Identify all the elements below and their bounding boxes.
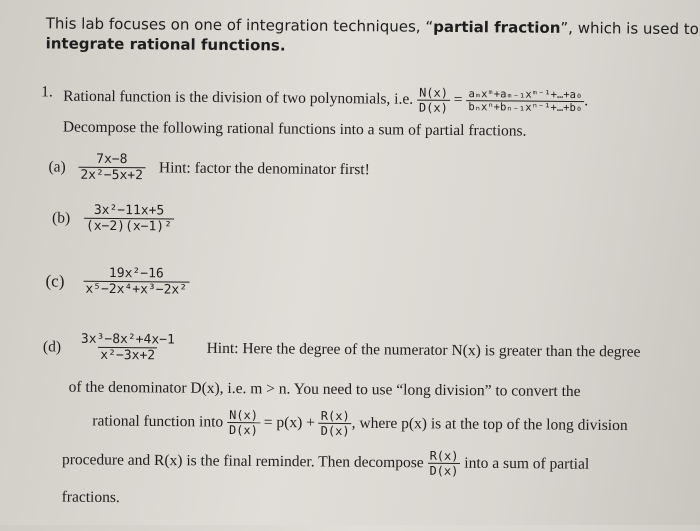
part-c-fraction bbox=[83, 267, 189, 297]
part-label: (a) bbox=[48, 158, 66, 176]
fraction-numerator: R(x) bbox=[429, 448, 459, 464]
item-1-text bbox=[63, 84, 588, 116]
intro-line-2: integrate rational functions. bbox=[45, 34, 286, 55]
part-d-hint: Hint: Here the degree of the numerator N(x) is greater than the degree bbox=[206, 339, 641, 361]
text: rational function into bbox=[92, 412, 224, 431]
text: into a sum of partial bbox=[464, 454, 590, 473]
item-number: 1. bbox=[41, 83, 53, 101]
part-d-line-4 bbox=[62, 447, 589, 479]
part-d-line-3 bbox=[92, 408, 628, 440]
part-d-denominator: x²−3x+2 bbox=[98, 347, 157, 363]
text: procedure and R(x) is the final reminder. Then decompose bbox=[61, 451, 424, 472]
nx-over-dx-fraction bbox=[227, 409, 260, 436]
part-a-numerator: 7x−8 bbox=[96, 151, 128, 168]
period: . bbox=[584, 92, 589, 110]
part-a-denominator: 2x²−5x+2 bbox=[78, 166, 145, 182]
text: = p(x) + bbox=[263, 413, 315, 432]
part-label: (c) bbox=[45, 271, 65, 291]
part-c-numerator: 19x²−16 bbox=[108, 265, 164, 282]
intro-text-suffix: ”, which is used to bbox=[560, 18, 699, 39]
general-numerator: aₘxᵐ+aₘ₋₁xᵐ⁻¹+…+a₀ bbox=[468, 87, 583, 101]
part-d-line-2: of the denominator D(x), i.e. m > n. You need to use “long division” to convert the bbox=[68, 378, 581, 401]
part-b-denominator: (x−2)(x−1)² bbox=[84, 217, 174, 233]
part-d bbox=[43, 332, 641, 366]
part-a-fraction bbox=[78, 153, 145, 183]
general-denominator: bₙxⁿ+bₙ₋₁xⁿ⁻¹+…+b₀ bbox=[466, 100, 584, 114]
text: , where p(x) is at the top of the long division bbox=[351, 414, 628, 435]
fraction-numerator: N(x) bbox=[229, 408, 259, 423]
fraction-numerator: N(x) bbox=[419, 85, 449, 100]
fraction-denominator: D(x) bbox=[227, 422, 260, 437]
part-c bbox=[45, 266, 189, 297]
intro-text: This lab focuses on one of integration techniques, “ bbox=[45, 14, 434, 36]
intro-bold-term: partial fraction bbox=[433, 17, 561, 37]
rx-over-dx-fraction bbox=[427, 450, 460, 477]
equals-sign: = bbox=[453, 91, 463, 109]
part-b-numerator: 3x²−11x+5 bbox=[93, 202, 165, 219]
part-label: (d) bbox=[42, 338, 62, 356]
part-label: (b) bbox=[52, 209, 71, 227]
item-1-definition: Rational function is the division of two polynomials, i.e. bbox=[63, 87, 414, 108]
part-c-denominator: x⁵−2x⁴+x³−2x² bbox=[83, 280, 189, 297]
part-d-numerator: 3x³−8x²+4x−1 bbox=[80, 331, 175, 348]
part-d-fraction bbox=[79, 333, 177, 363]
fraction-denominator: D(x) bbox=[417, 99, 450, 114]
rx-over-dx-fraction bbox=[319, 410, 352, 437]
fraction-denominator: D(x) bbox=[427, 462, 460, 477]
fraction-numerator: R(x) bbox=[320, 408, 350, 424]
part-b-fraction bbox=[84, 204, 174, 234]
part-b bbox=[52, 203, 174, 233]
fraction-denominator: D(x) bbox=[319, 422, 352, 437]
part-a bbox=[48, 152, 370, 184]
part-d-line-5: fractions. bbox=[61, 488, 120, 507]
part-a-hint: Hint: factor the denominator first! bbox=[158, 159, 370, 178]
decompose-instruction: Decompose the following rational functions into a sum of partial fractions. bbox=[62, 118, 527, 140]
nx-over-dx-fraction bbox=[417, 87, 450, 114]
general-rational-fraction bbox=[466, 89, 584, 114]
